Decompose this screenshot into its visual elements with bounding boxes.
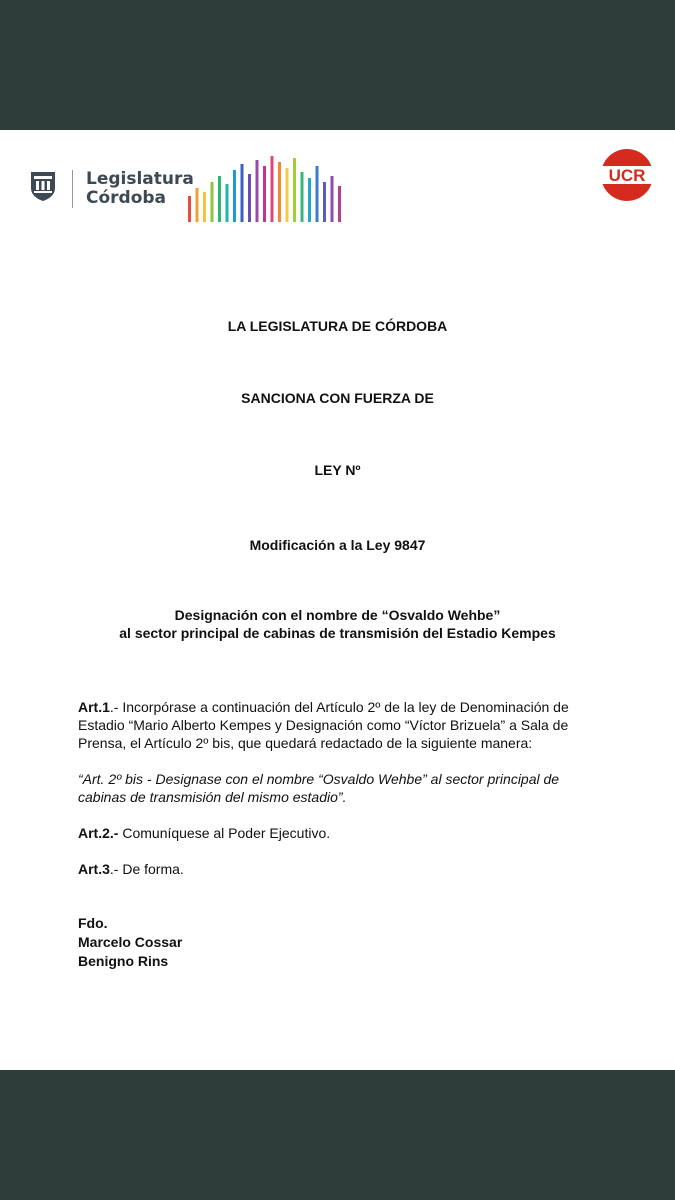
coat-of-arms-icon: [28, 170, 58, 202]
document-page: [0, 130, 675, 1070]
title-line-2: al sector principal de cabinas de transmisión del Estadio Kempes: [119, 625, 556, 641]
logo-bar: [316, 166, 319, 222]
logo-divider: [72, 170, 73, 208]
article-3: [78, 860, 638, 878]
ucr-logo-text: UCR: [608, 166, 646, 185]
legislatura-logo: [28, 150, 338, 210]
logo-bars-graphic: [186, 150, 356, 225]
article-2-label: Art.2.-: [78, 825, 119, 841]
signer-2: Benigno Rins: [78, 953, 169, 969]
signature-block: [78, 914, 182, 971]
article-1-text-line3: Prensa, el Artículo 2º bis, que quedará redactado de la siguiente manera:: [78, 735, 533, 751]
logo-bar: [323, 182, 326, 222]
logo-bar: [218, 176, 221, 222]
article-3-text: .- De forma.: [109, 861, 184, 877]
logo-bar: [301, 172, 304, 222]
logo-bar: [331, 176, 334, 222]
logo-wordmark: [86, 170, 194, 208]
logo-bar: [203, 192, 206, 222]
logo-bar: [256, 160, 259, 222]
article-2: [78, 824, 638, 842]
logo-line1: Legislatura: [86, 169, 194, 189]
ucr-logo: [600, 148, 654, 202]
logo-bar: [188, 196, 191, 222]
logo-bar: [286, 168, 289, 222]
article-3-label: Art.3: [78, 861, 110, 877]
logo-bar: [241, 164, 244, 222]
logo-bar: [338, 186, 341, 222]
logo-bar: [211, 182, 214, 222]
article-1: [78, 698, 638, 752]
article-1-label: Art.1: [78, 699, 110, 715]
logo-line2: Córdoba: [86, 188, 167, 208]
heading-ley: LEY Nº: [314, 462, 361, 478]
logo-bar: [278, 162, 281, 222]
logo-bar: [271, 156, 274, 222]
logo-bar: [293, 158, 296, 222]
article-2bis-quote: [78, 770, 638, 806]
signature-label: Fdo.: [78, 915, 108, 931]
article-2-text: Comuníquese al Poder Ejecutivo.: [118, 825, 331, 841]
logo-bar: [233, 170, 236, 222]
heading-sanciona: SANCIONA CON FUERZA DE: [241, 390, 434, 406]
logo-bar: [196, 188, 199, 222]
logo-bar: [263, 166, 266, 222]
article-1-text-line2: Estadio “Mario Alberto Kempes y Designación como “Víctor Brizuela” a Sala de: [78, 717, 569, 733]
article-1-text-line1: .- Incorpórase a continuación del Artículo 2º de la ley de Denominación de: [109, 699, 569, 715]
heading-modificacion: Modificación a la Ley 9847: [249, 537, 426, 553]
quote-line1: “Art. 2º bis - Designase con el nombre “Osvaldo Wehbe” al sector principal de: [78, 771, 560, 787]
title-line-1: Designación con el nombre de “Osvaldo Wehbe”: [174, 607, 501, 623]
logo-bar: [248, 174, 251, 222]
heading-legislatura: LA LEGISLATURA DE CÓRDOBA: [227, 318, 448, 334]
quote-line2: cabinas de transmisión del mismo estadio”.: [78, 789, 347, 805]
logo-bar: [226, 184, 229, 222]
signer-1: Marcelo Cossar: [78, 934, 183, 950]
logo-bar: [308, 178, 311, 222]
